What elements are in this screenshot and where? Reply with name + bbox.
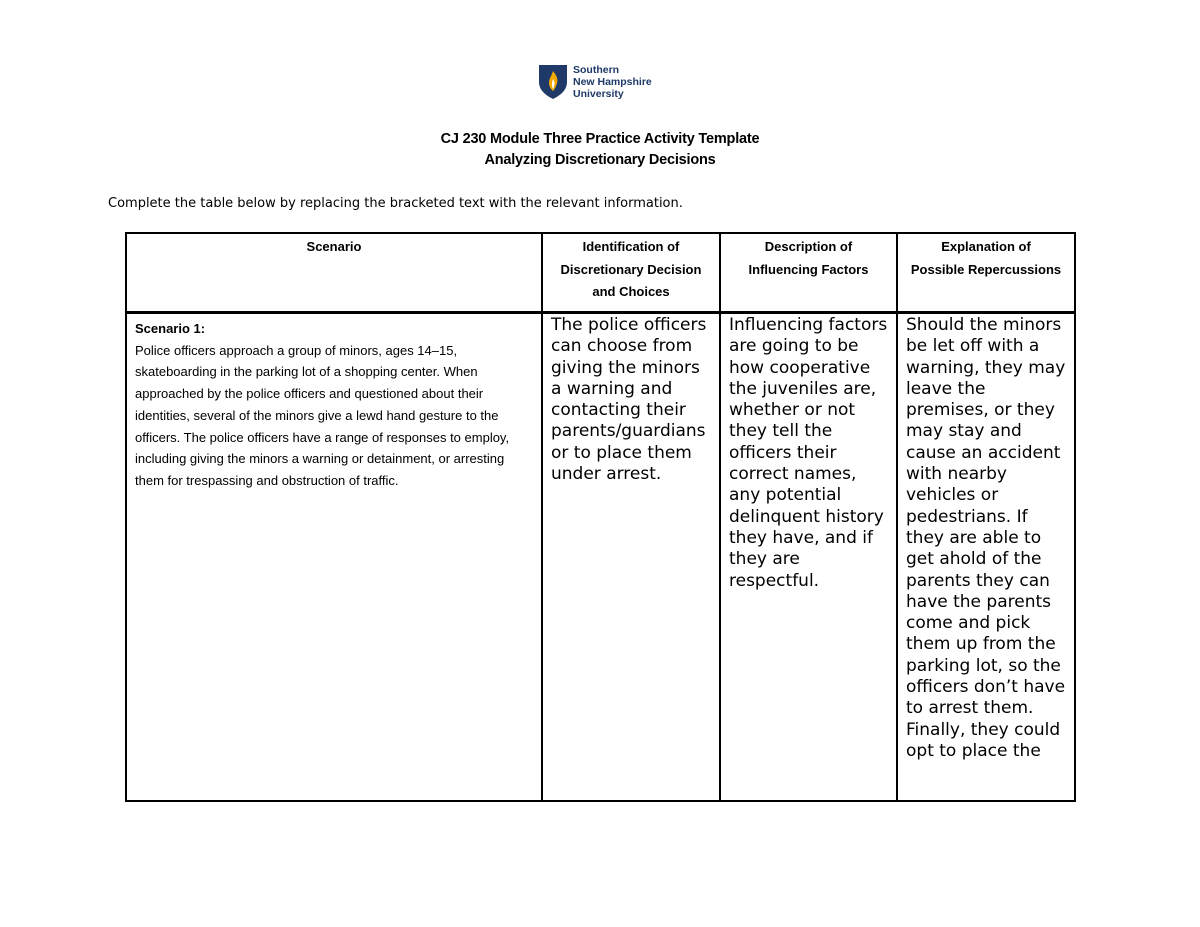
- university-logo: [538, 64, 652, 100]
- instructions-text: Complete the table below by replacing the bracketed text with the relevant information.: [108, 196, 683, 211]
- document-title: [0, 129, 1200, 171]
- header-scenario: Scenario: [126, 233, 542, 313]
- title-line-2: Analyzing Discretionary Decisions: [484, 152, 716, 168]
- header-identification: Identification of Discretionary Decision and Choices: [542, 233, 720, 313]
- flame-shield-icon: [538, 64, 568, 100]
- university-name: Southern New Hampshire University: [573, 64, 652, 100]
- scenario-text: Police officers approach a group of minors, ages 14–15, skateboarding in the parking lot of a shopping center. When approached by the police officers and questioned about their identities, several of the minors give a lewd hand gesture to the officers. The police officers have a range of responses to employ, including giving the minors a warning or detainment, or arresting them for trespassing and obstruction of traffic.: [135, 342, 510, 488]
- explanation-text[interactable]: Should the minors be let off with a warning, they may leave the premises, or they may stay and cause an accident with nearby vehicles or pedestrians. If they are able to get ahold of the parents they can have the parents come and pick them up from the parking lot, so the officers don’t have to arrest them. Finally, they could opt to place the: [906, 315, 1066, 761]
- description-cell[interactable]: [720, 313, 897, 802]
- activity-table: [125, 232, 1076, 802]
- description-text[interactable]: Influencing factors are going to be how cooperative the juveniles are, whether or not they tell the officers their correct names, any potential delinquent history they have, and if they are respectful.: [729, 315, 888, 591]
- header-explanation: Explanation of Possible Repercussions: [897, 233, 1075, 313]
- scenario-title: Scenario 1:: [135, 321, 206, 336]
- identification-cell[interactable]: [542, 313, 720, 802]
- identification-text[interactable]: The police officers can choose from giving the minors a warning and contacting their parents/guardians or to place them under arrest.: [551, 315, 707, 485]
- explanation-cell[interactable]: [897, 313, 1075, 802]
- table-row: [126, 313, 1075, 802]
- title-line-1: CJ 230 Module Three Practice Activity Template: [440, 131, 760, 147]
- scenario-cell: [126, 313, 542, 802]
- header-description: Description of Influencing Factors: [720, 233, 897, 313]
- table-header-row: [126, 233, 1075, 313]
